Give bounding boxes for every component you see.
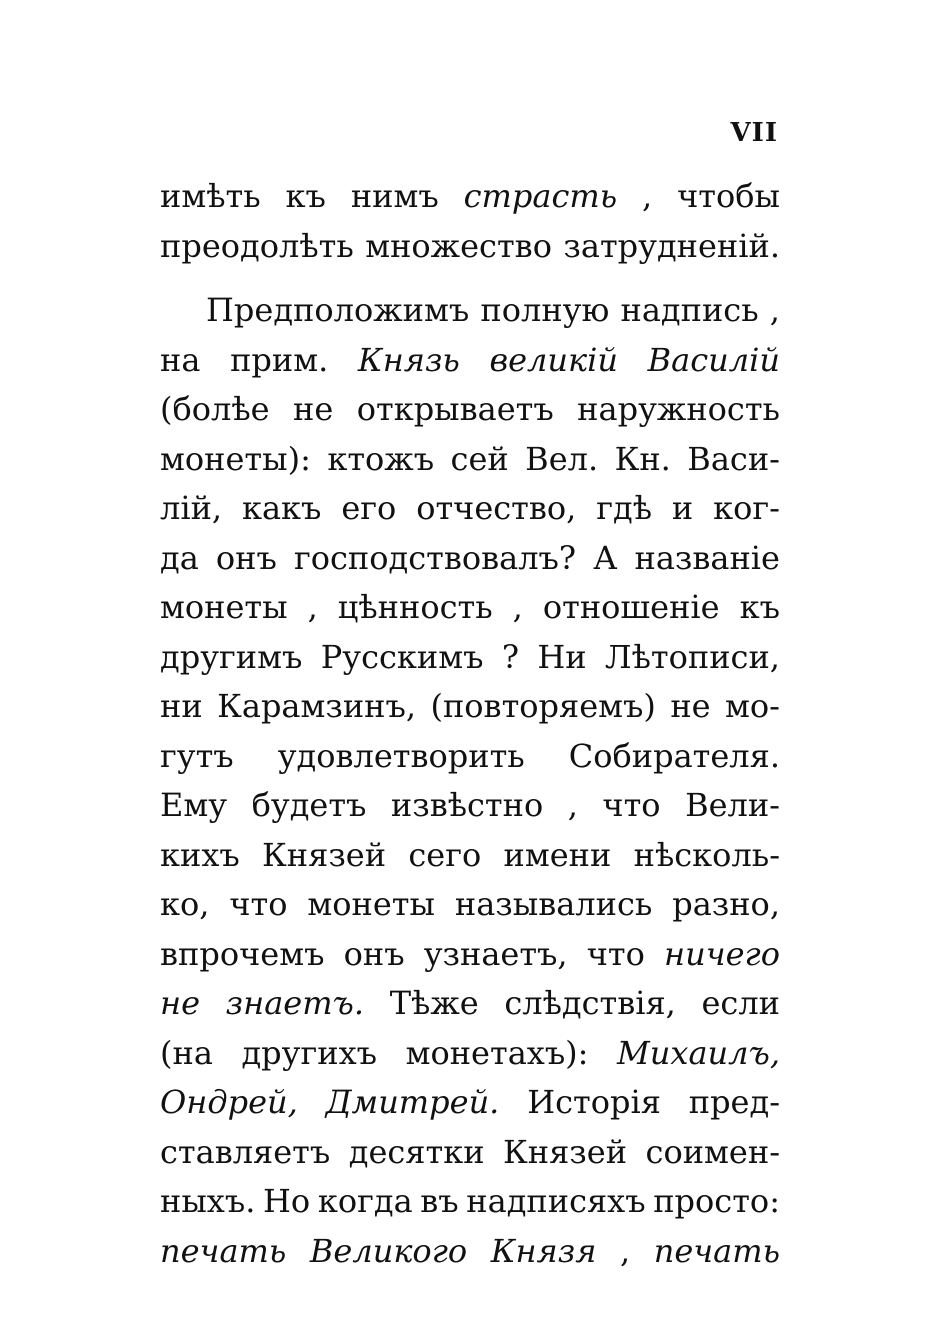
word: имени [503,835,612,874]
word: другимъ [160,637,303,676]
word: надписяхъ [466,1182,646,1220]
word: , [642,177,653,215]
text-line [160,1128,780,1178]
word: когда [317,1182,413,1220]
word: Кн. [614,439,671,478]
text-line [160,732,780,782]
word: и [671,489,694,527]
word: Дмитрей. [325,1083,500,1121]
word: разно, [672,885,780,923]
word: Ни [537,637,587,676]
word: монеты): [160,439,311,478]
word: будетъ [251,786,367,824]
word: его [341,489,397,527]
word: ктожъ [327,439,435,478]
word: Исторія [527,1083,661,1121]
word: Михаилъ, [617,1033,780,1072]
word: ко, [160,885,210,923]
word: Ондрей, [160,1083,298,1121]
word: открываетъ [356,390,554,428]
word: Тѣже [389,984,479,1022]
text-line [160,1227,780,1277]
word: преодолѣть [160,226,354,265]
word: наружность [577,390,780,428]
word: печать [160,1231,287,1270]
word: Ему [160,786,228,824]
word: Лѣтописи, [604,637,780,676]
word: монеты [307,885,435,923]
word: какъ [241,489,322,527]
word: нѣсколь- [633,835,780,874]
word: (повторяемъ) [430,687,656,725]
text-line [160,633,780,683]
word: гдѣ [596,489,652,527]
text-line [160,682,780,732]
word: затрудненій. [563,226,780,265]
word: другихъ [241,1033,377,1072]
word: Князь [357,340,460,379]
text-line [160,930,780,980]
text-line [160,831,780,881]
text-line [160,880,780,930]
word: да [160,538,199,577]
word: Собирателя. [568,736,780,775]
word: просто: [653,1182,780,1220]
page-number: VII [730,118,778,148]
word: впрочемъ [160,934,325,973]
word: сего [408,835,482,874]
word: названіе [634,538,780,577]
word: Василій [647,340,780,379]
word: слѣдствія, [504,984,676,1022]
body-text [160,172,780,1276]
text-line [160,286,780,336]
word: , [512,588,523,626]
word: пред- [688,1083,780,1121]
text-line [160,435,780,485]
word: гутъ [160,736,234,775]
word: цѣнность [337,588,493,626]
word: на [160,340,201,379]
word: надпись [620,291,759,329]
word: печать [653,1231,780,1270]
word: Князя [490,1231,597,1270]
word: къ [739,588,780,626]
word: что [229,885,288,923]
word: не [160,984,201,1022]
word: онъ [343,934,405,973]
word: Русскимъ [320,637,484,676]
text-line [160,781,780,831]
text-line [160,222,780,272]
word: ставляетъ [160,1132,331,1171]
word: ? [501,637,519,676]
word: монетахъ): [405,1033,589,1072]
word: Карамзинъ, [217,687,417,725]
word: господствовалъ? [293,538,577,577]
word: отношеніе [542,588,720,626]
word: къ [285,177,326,215]
word: великій [489,340,618,379]
word: удовлетворить [277,736,525,775]
word: прим. [230,340,329,379]
word: десятки [348,1132,485,1171]
text-line [160,1078,780,1128]
word: знаетъ. [225,984,365,1022]
word: Вел. [525,439,599,478]
word: ког- [713,489,780,527]
word: чтобы [677,177,780,215]
word: А [593,538,618,577]
word: соимен- [645,1132,780,1171]
word: , [307,588,318,626]
word: лій, [160,489,223,527]
word: что [586,934,645,973]
word: ныхъ. [160,1182,256,1220]
word: монеты [160,588,288,626]
word: Князей [262,835,387,874]
word: если [701,984,780,1022]
word: кихъ [160,835,240,874]
text-line [160,583,780,633]
word: Но [263,1182,311,1220]
word: не [670,687,711,725]
word: онъ [215,538,277,577]
word: , [567,786,578,824]
word: полную [480,291,610,329]
word: Предположимъ [206,291,470,329]
text-line [160,1029,780,1079]
word: мо- [725,687,780,725]
word: извѣстно [390,786,544,824]
text-line [160,979,780,1029]
word: не [293,390,334,428]
word: нимъ [350,177,439,215]
word: Князей [503,1132,628,1171]
word: сей [450,439,509,478]
text-line [160,1177,780,1227]
word: (болѣе [160,390,270,428]
word: ничего [664,934,780,973]
word: имѣть [160,177,261,215]
text-line [160,172,780,222]
text-line [160,484,780,534]
word: Великого [309,1231,468,1270]
text-line [160,385,780,435]
word: ни [160,687,203,725]
word: Васи- [687,439,780,478]
text-line [160,336,780,386]
word: что [602,786,661,824]
word: Вели- [685,786,780,824]
word: , [619,1231,631,1270]
text-line [160,534,780,584]
word: въ [420,1182,459,1220]
word: отчество, [416,489,577,527]
word: узнаетъ, [423,934,568,973]
word: страсть [463,177,618,215]
word: назывались [454,885,653,923]
word: (на [160,1033,213,1072]
word: , [769,291,780,329]
word: множество [365,226,552,265]
